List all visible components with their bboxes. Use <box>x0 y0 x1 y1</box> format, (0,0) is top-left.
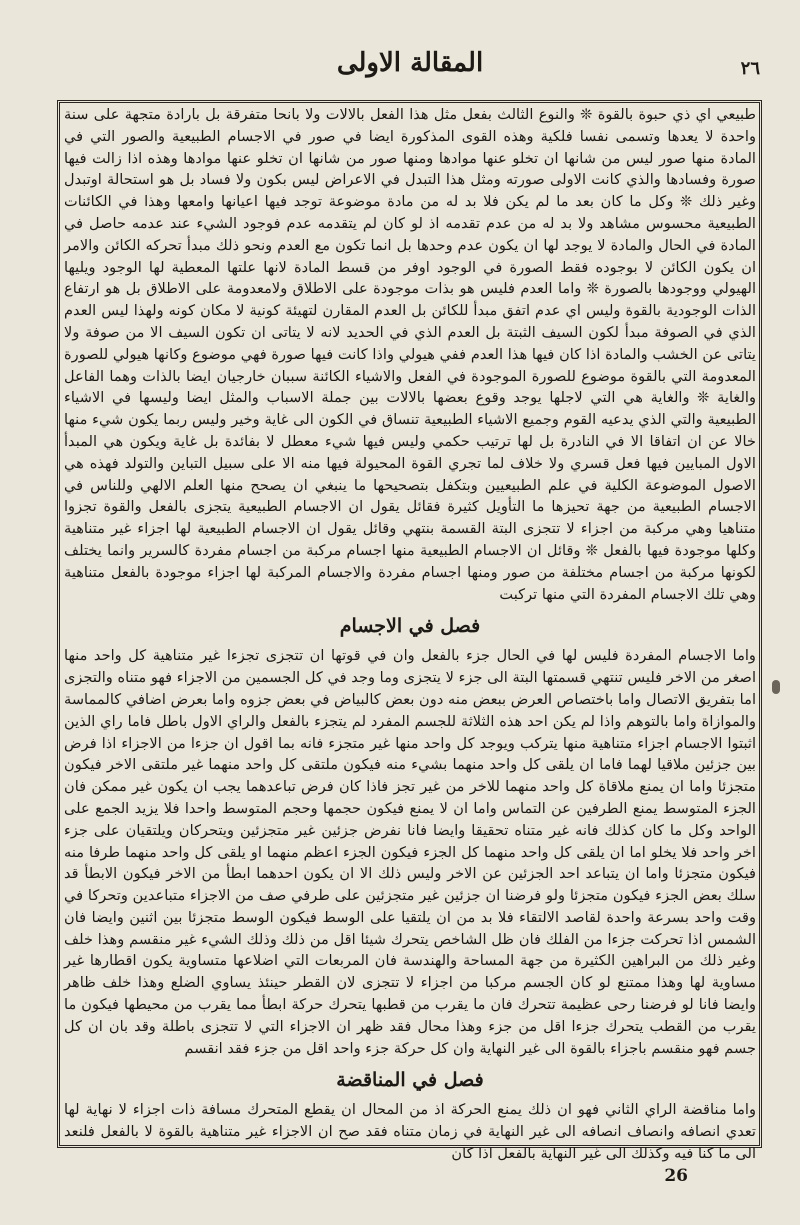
page-header <box>60 48 760 88</box>
section-heading-bodies: فصل في الاجسام <box>339 615 481 638</box>
running-title: المقالة الاولى <box>336 48 484 78</box>
binding-hole <box>772 680 780 694</box>
section-heading-refutation: فصل في المناقضة <box>336 1069 484 1092</box>
paragraph-1: طبيعي اي ذي حبوة بالقوة ❊ والنوع الثالث بفعل مثل هذا الفعل بالالات ولا بانحا متفرقة بل بارادة متجهة على سنة واحدة لا يعدها وتسمى نفسا فلكية وهذه القوى المذكورة ايضا في صور في الاجسام الطبيعية والصور التي في المادة منها صور ليس من شانها ان تخلو عنها موادها ومنها صور من شانها ان تخلو عنها موادها وهذه اذا زالت فيها صورة وفسادها والذي كانت الاولى صورته ومثل هذا التبدل في الاعراض ليس بكون ولا فساد بل هو استحالة اوتبدل وغير ذلك ❊ وكل ما كان بعد ما لم يكن فلا بد له من مادة موضوعة توجد فيها اعيانها وامعها وهذا في الكائنات الطبيعية محسوس مشاهد ولا بد له من عدم تقدمه اذ لو كان لم يتقدمه عدم فوجود الشيء عند عدمه حاصل في المادة في الحال والمادة لا يوجد لها ان يكون عدم وحدها بل انما تكون مع العدم ونحو ذلك مبدأ تحركه الكائن والامر ان يكون الكائن لا بوجوده فقط الصورة في الوجود اوفر من قسط المادة لانها علتها المعطية لها الوجود ويليها الهيولي ووجودها بالصورة ❊ واما العدم فليس هو بذات موجودة على الاطلاق ولامعدومة على الاطلاق بل هو ارتفاع الذات الوجودية بالقوة وليس اي عدم اتفق مبدأ للكائن بل العدم المقارن لتهيئة كونية لا مكان كونه ولهذا ليس العدم الذي في الصوفة مبدأ لكون السيف الثبتة بل العدم الذي في الحديد لانه لا يتاتى ان تكون السيف الا من صوفة ولا يتاتى عن الخشب والمادة اذا كان فيها هذا العدم ففي هيولي واذا كانت فيها صورة فهي موضوع وكانها هيولي للصورة المعدومة التي بالقوة موضوع للصورة الموجودة في الفعل والاشياء الكائنة سببان خارجيان ايضا بالذات وهما الفاعل والغاية ❊ والغاية هي التي لاجلها يوجد وقوع بعضها بالالات بين جملة الاسباب والمثل ايضا وليسها في الاشياء الطبيعية والتي الذي يدعيه القوم وجميع الاشياء الطبيعية تنساق في الكون الى غاية وخير وليس ربما يكون شيء منها خالا عن ان اتفاقا الا في النادرة بل لها ترتيب حكمي وليس فيها شيء معطل لا بفائدة بل غاية ويكون هي المبدأ الاول المبايين فيها فعل قسري ولا خلاف لما تجري القوة المحيولة فيها منه الا على سبيل التباين والتولد فهذه هي الاصول الموضوعة الكلية في علم الطبيعيين وبتكفل بتصحيحها ما ينبغي ان يصحح منها العلم الالهي وللناس في الاجسام الطبيعية من جهة تحيزها ما التأويل كثيرة فقائل يقول ان الاجسام الطبيعية يتجزى بالفعل والقوة تجزوا متناهيا وهي مركبة من اجزاء لا تتجزى البتة القسمة بنتهي وقائل يقول ان الاجسام الطبيعية لها اجزاء غير متناهية وكلها موجودة فيها بالفعل ❊ وقائل ان الاجسام الطبيعية منها اجسام مركبة من اجسام مفردة كالسرير وانما يختلف لكونها مركبة من اجسام مختلفة من صور ومنها اجسام مفردة والاجسام المركبة لها اجزاء موجودة بالفعل متناهية وهي تلك الاجسام المفردة التي منها تركبت <box>64 106 756 603</box>
paragraph-3: واما مناقضة الراي الثاني فهو ان ذلك يمنع الحركة اذ من المحال ان يقطع المتحرك مسافة ذات اجزاء لا نهاية لها تعدي انصافه وانصاف انصافه الى غير النهاية في زمان متناه فقد صح ان الاجزاء غير متناهية بالقوة لا بالفعل فلنعد الى ما كنا فيه وكذلك الى غير النهاية بالفعل اذا كان <box>64 1101 757 1163</box>
page-number-bottom: 26 <box>664 1166 688 1186</box>
page-number-top: ٢٦ <box>740 58 760 79</box>
text-body <box>64 104 757 1163</box>
paragraph-2: واما الاجسام المفردة فليس لها في الحال جزء بالفعل وان في قوتها ان تتجزى تجزءا غير متناهية كل واحد منها اصغر من الاخر فليس تنتهي قسمتها البتة الى جزء لا يتجزى وما وجد في كل الجسمين من الاجزاء فهو متناه والتجزى اما بتفريق الاتصال واما باختصاص العرض ببعض منه دون بعض كالبياض في بعض جزوه واما بعرض اضافي كالمماسة والموازاة واما بالتوهم واذا لم يكن احد هذه الثلاثة للجسم المفرد لم يتجزء بالفعل والراي الاول باطل فاما راي الذين اثبتوا الاجسام اجزاء متناهية منها يتركب ويوجد كل واحد منها غير متجزء فانه بما اقول ان جزءا من الاجزاء اذا فرض بين جزئين ملاقيا لهما فاما ان يلقى كل واحد منهما بشيء منه فيكون ملتقى كل واحد منهما غير ملتقى الاخر فيكون متجزئا واما ان يمنع ملاقاة كل واحد منهما للاخر من غير تجز فاذا كان فرض تباعدهما يجب ان يكون غير ممكن فان الجزء المتوسط يمنع الطرفين عن التماس واما ان لا يمنع فيكون حجمها وحجم المتوسط واحدا فلا يزيد الجمع على الواحد وكل ما كان كذلك فانه غير متناه تحقيقا وايضا فانا نفرض جزئين غير متجزئين ويتحركان ويلتقيان على جزء اخر واحد فلا يخلو اما ان يلقى كل واحد منهما كل الجزء فيكون الجزء اعظم منهما او يلقى كل واحد منهما طرفا منه فيكون متجزئا واما ان يتباعد احد الجزئين عن الاخر وليس ذلك الا ان يكون احدهما ابطأ من الاخر فيكون الابطأ قد سلك بعض الجزء فيكون متجزئا ولو فرضنا ان جزئين غير متجزئين على طرفي صف من الاجزاء متباعدين وتحركا في وقت واحد بسرعة واحدة لقاصد الالتقاء فلا بد من ان يلتقيا على الوسط فيكون الوسط متجزئا بين اثنين وايضا فان الشمس اذا تحركت جزءا من الفلك فان ظل الشاخص يتحرك شيئا اقل من ذلك وذلك الشيء غير منقسم وهذا خلف وغير ذلك من البراهين الكثيرة من جهة المساحة والهندسة فان المربعات التي اضلاعها متساوية يكون اقطارها غير مساوية لها وهذا ممتنع لو كان الجسم مركبا من اجزاء لا تتجزى لان القطر حينئذ يساوي الضلع وهذا خلف ظاهر وايضا فانا لو فرضنا رحى عظيمة تتحرك فان ما يقرب من قطبها يتحرك حركة ابطأ مما يقرب من محيطها فيكون ما يقرب من القطب يتحرك جزءا اقل من جزء وهذا محال فقد ظهر ان الاجزاء التي لا تتجزى باطلة وقد بان ان كل جسم فهو منقسم باجزاء بالقوة الى غير النهاية وان كل حركة جزء واحد اقل من جزء فقد انقسم <box>64 647 756 1057</box>
